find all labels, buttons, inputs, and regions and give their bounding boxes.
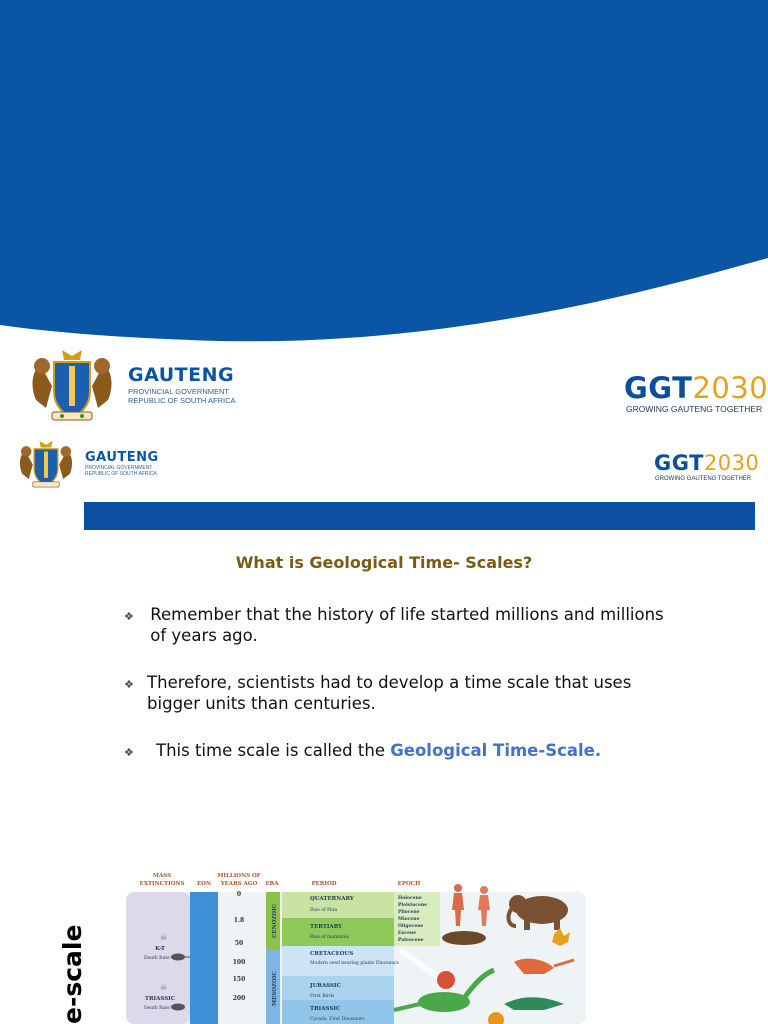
bullet-text-lead: This time scale is called the: [156, 741, 391, 760]
header-epoch: EPOCH: [397, 881, 421, 887]
period-name: TERTIARY: [310, 924, 343, 930]
tick-label: 0: [236, 891, 242, 898]
extinction-name: K-T: [155, 946, 165, 952]
title-bar: [84, 502, 755, 530]
bullet-item: [124, 740, 664, 761]
bullet-list: [124, 604, 664, 787]
epoch-label: Holocene: [398, 896, 422, 901]
era-label-cenozoic: CENOZOIC: [272, 903, 278, 938]
header-period: PERIOD: [311, 881, 337, 887]
era-label-mesozoic: MESOZOIC: [272, 971, 278, 1006]
gauteng-sub-1-small: PROVINCIAL GOVERNMENT: [85, 465, 153, 471]
ggt-prefix: GGT: [624, 371, 693, 405]
period-name: QUATERNARY: [310, 896, 354, 902]
ggt-tagline-small: GROWING GAUTENG TOGETHER: [655, 476, 752, 482]
coat-of-arms-icon: [13, 438, 79, 490]
period-name: JURASSIC: [310, 983, 342, 989]
gauteng-name-small: GAUTENG: [85, 450, 159, 465]
header-banner: [0, 0, 768, 345]
gauteng-logo-small: [13, 438, 159, 490]
meteor-illustration: [437, 971, 455, 989]
geological-time-scale-highlight: Geological Time-Scale.: [390, 741, 602, 760]
ggt-year-small: 2030: [703, 451, 760, 475]
skull-icon: ☠: [160, 983, 168, 992]
rate-badge: [171, 954, 185, 961]
period-tertiary: [282, 918, 394, 946]
header-millions: MILLIONS OF: [217, 873, 261, 879]
bullet-item: [124, 604, 664, 646]
period-name: TRIASSIC: [310, 1006, 341, 1012]
epoch-label: Eocene: [398, 931, 417, 936]
header-era: ERA: [265, 881, 279, 887]
bullet-text: Therefore, scientists had to develop a time scale that uses bigger units than centuries.: [147, 673, 632, 713]
epoch-label: Pleistocene: [398, 903, 428, 908]
period-name: CRETACEOUS: [310, 951, 354, 957]
epoch-label: Oligocene: [398, 924, 424, 929]
ggt2030-logo-large: [624, 371, 768, 414]
eon-bar: [190, 892, 218, 1024]
bullet-text: [156, 740, 601, 761]
diamond-bullet-icon: ❖: [124, 747, 134, 759]
coat-of-arms-icon: [22, 346, 122, 424]
rate-badge: [171, 1004, 185, 1011]
epoch-label: Pliocene: [398, 910, 420, 915]
bullet-text: Remember that the history of life started millions and millions of years ago.: [150, 605, 664, 645]
period-sub: First Birds: [310, 994, 335, 999]
tick-label: 1.8: [233, 917, 245, 924]
extinction-name: TRIASSIC: [144, 996, 176, 1002]
header-eon: EON: [196, 881, 212, 887]
epoch-label: Paleocene: [398, 938, 424, 943]
gauteng-name: GAUTENG: [128, 364, 235, 386]
side-label: e-scale: [58, 924, 87, 1024]
gauteng-sub-1: PROVINCIAL GOVERNMENT: [128, 387, 229, 396]
tick-label: 200: [232, 995, 246, 1002]
diamond-bullet-icon: ❖: [124, 611, 134, 623]
tick-label: 100: [232, 959, 246, 966]
gauteng-logo-large: [22, 346, 236, 424]
ggt-year: 2030: [692, 371, 768, 405]
epoch-label: Miocene: [398, 917, 420, 922]
gauteng-sub-2-small: REPUBLIC OF SOUTH AFRICA: [85, 471, 157, 477]
period-sub: Modern seed bearing plants Dinosaurs: [310, 961, 399, 966]
ggt-prefix-small: GGT: [654, 451, 704, 475]
ggt2030-logo-small: [654, 453, 759, 482]
bullet-item: [124, 672, 664, 714]
tick-label: 150: [232, 976, 246, 983]
header-extinctions: EXTINCTIONS: [139, 881, 185, 887]
tick-label: 50: [234, 940, 244, 947]
slide-title: What is Geological Time- Scales?: [235, 553, 533, 572]
geological-time-scale-figure: [124, 870, 604, 1024]
extinction-rate: Death Rate: [144, 1006, 170, 1011]
mammal-illustration: [442, 931, 486, 945]
header-years-ago: YEARS AGO: [220, 881, 258, 887]
skull-icon: ☠: [160, 933, 168, 942]
period-sub: Rise of Man: [310, 908, 338, 913]
diamond-bullet-icon: ❖: [124, 679, 134, 691]
gauteng-sub-2: REPUBLIC OF SOUTH AFRICA: [128, 395, 236, 405]
header-mass: MASS: [152, 873, 172, 879]
extinction-rate: Death Rate: [144, 956, 170, 961]
period-sub: Cycads, First Dinosaurs: [310, 1017, 365, 1022]
period-sub: Rise of mammals: [310, 935, 349, 940]
ggt-tagline: GROWING GAUTENG TOGETHER: [626, 404, 763, 414]
